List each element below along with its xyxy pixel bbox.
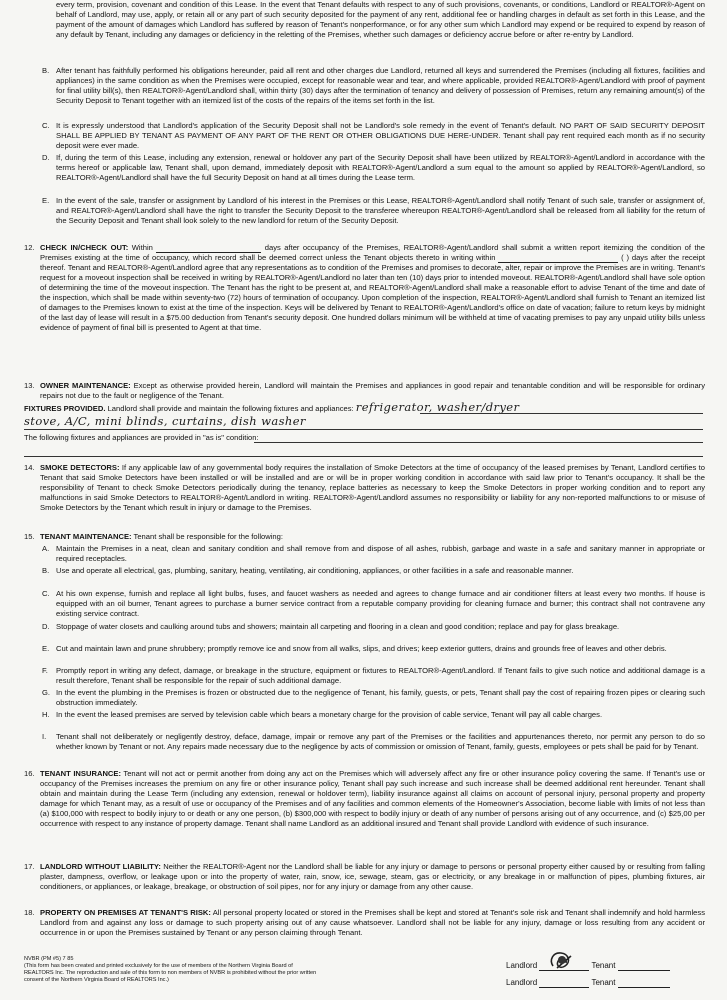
tenant-item-b: B. Use and operate all electrical, gas, plumbing, sanitary, heating, ventilating, air conditioning, appliances, or other facilities in a safe and reasonable manner. <box>42 566 574 575</box>
security-item-c: C. It is expressly understood that Landlord's application of the Security Deposit shall not be Landlord's sole remedy in the event of Tenant's default. NO PART OF SAID SECURITY DEPOSIT SHALL BE APPLIED BY TENANT AS PAYMENT OF ANY PART OF THE RENT OR OTHER OBLIGATIONS DUE HERE-UNDER. Tenant shall pay rent required each month as if no security deposit were ever made. <box>42 121 705 150</box>
fixtures-rule-2 <box>24 429 703 430</box>
landlord-initial-field-2[interactable] <box>539 979 589 988</box>
as-is-rule-2[interactable] <box>24 456 703 457</box>
objection-days-blank[interactable] <box>498 253 618 263</box>
security-item-d: D. If, during the term of this Lease, including any extension, renewal or holdover any part of the Security Deposit shall have been utilized by REALTOR®-Agent/Landlord in accordance with the terms hereof or applicable law, Tenant shall, upon demand, immediately deposit with REALTOR®-Agent/Landlord a sum equal to the amount so applied by REALTOR®-Agent/Landlord, so REALTOR®-Agent/Landlord shall have the full Security Deposit on hand at all times during the Lease term. <box>42 153 705 182</box>
fixtures-rule-1 <box>420 413 703 414</box>
form-id: NVBR (PM #5) 7 85 <box>24 956 74 962</box>
tenant-item-h: H. In the event the leased premises are served by television cable which bears a monetary charge for the provision of cable service, Tenant will pay all cable charges. <box>42 710 603 719</box>
handwritten-fixtures-1: refrigerator, washer/dryer <box>355 400 520 414</box>
section-landlord-without-liability: 17. LANDLORD WITHOUT LIABILITY: Neither the REALTOR®-Agent nor the Landlord shall be liable for any injury or damage to persons or personal property either caused by or resulting from falling plaster, dampness, overflow, or leakage upon or into the property of water, rain, snow, ice, sewage, steam, gas or electricity, or any breakage in or malfunction of pipes, plumbing fixtures, air conditioners, or appliances, or leakage, breakage, or obstruction of soil pipes, nor for any injury or damage from any other cause. <box>24 862 705 891</box>
section-smoke-detectors: 14. SMOKE DETECTORS: If any applicable law of any governmental body requires the installation of Smoke Detectors at the time of occupancy of the leased premises by Tenant, Landlord certifies to Tenant that said Smoke Detectors have been installed or will be installed and are or will be in proper working condition in accordance with said law prior to Tenant's occupancy. It shall be the responsibility of Tenant to check Smoke Detectors periodically during the tenancy, replace batteries as necessary to keep the Smoke Detectors in proper working condition and to report any malfunctions in said Smoke Detectors to REALTOR®-Agent/Landlord in writing. REALTOR®-Agent/Landlord assumes no responsibility or liability for any non-reported malfunctions to or misuse of Smoke Detectors by the Tenant which result in injury or damage to the Premises. <box>24 463 705 512</box>
tenant-item-g: G. In the event the plumbing in the Premises is frozen or obstructed due to the negligence of Tenant, his family, guests, or pets, Tenant shall pay the cost of repairing frozen pipes or clearing such obstruction immediately. <box>42 688 705 707</box>
form-footer <box>24 956 324 984</box>
tenant-item-a: A. Maintain the Premises in a neat, clean and sanitary condition and shall remove from and dispose of all ashes, rubbish, garbage and waste in a safe and sanitary manner in appropriate or required receptacles. <box>42 544 705 563</box>
security-item-b: B. After tenant has faithfully performed his obligations hereunder, paid all rent and other charges due Landlord, returned all keys and surrendered the Premises (including all fixtures, facilities and appliances) in the same condition as when the Premises were occupied, except for reasonable wear and tear, and where applicable, provided REALTOR®-Agent/Landlord with proof of payment for final utility bill(s), then REALTOR®-Agent/Landlord shall, within thirty (30) days after the termination of tenancy and delivery of possession of Premises, return any remaining amount(s) of the Security Deposit to Tenant together with an itemized list of the costs of the repairs of the items set forth in the list. <box>42 66 705 105</box>
security-deposit-continued: every term, provision, covenant and condition of this Lease. In the event that Tenant defaults with respect to any of such provisions, covenants, or conditions, Landlord or REALTOR®-Agent on behalf of Landlord, may use, apply, or retain all or any part of such security deposited for the payment of any rent, additional fee or handling charges in default as set forth in this Lease, and the payment of the amount of damages which Landlord has suffered by reason of Tenant's nonperformance, or for any other sum which Landlord may expend or be required to expend by reason of any default by Tenant, including any damages or deficiency in the reletting of the Premises, whether such damages or deficiency accrue before or after re-entry by Landlord. <box>56 0 705 39</box>
initials-scribble-icon <box>547 950 577 972</box>
section-tenant-insurance: 16. TENANT INSURANCE: Tenant will not act or permit another from doing any act on the Premises which will adversely affect any fire or other insurance policy covering the same. If Tenant's use or occupancy of the Premises increases the premium on any fire or other insurance policy, Tenant shall pay such increase and such increase shall be deemed additional rent hereunder. Tenant shall obtain and maintain during the Lease Term (including any extension, renewal or holdover term), liability insurance against all claims on account of personal injury, personal property and property damage for which Tenant may, as a result of use or occupancy of the Premises and of any facilities and common elements of the Homeowner's Association, become liable with limits of not less than (a) $100,000 with respect to bodily injury to or death or any one person, (b) $300,000 with respect to bodily injury or death of any number of persons arising out of any occurrence, and (c) $25,00 per occurrence with respect to any instance of property damage. Tenant shall name Landlord as an additional insured and Tenant shall provide Landlord with evidence of such insurance. <box>24 769 705 828</box>
tenant-item-e: E. Cut and maintain lawn and prune shrubbery; promptly remove ice and snow from all walks, slips, and drives; keep exterior gutters, drains and grounds free of leaves and other debris. <box>42 644 667 653</box>
tenant-item-f: F. Promptly report in writing any defect, damage, or breakage in the structure, equipment or fixtures to REALTOR®-Agent/Landlord. If Tenant fails to give such notice and additional damage is a result therefore, Tenant shall be responsible for the repair of such additional damage. <box>42 666 705 685</box>
initials-row-1: Landlord Tenant <box>506 961 670 971</box>
as-is-rule[interactable] <box>254 442 703 443</box>
fixtures-provided-line: FIXTURES PROVIDED. Landlord shall provide and maintain the following fixtures and appliances: refrigerator, washer/dryer <box>24 400 520 414</box>
tenant-item-i: I. Tenant shall not deliberately or negligently destroy, deface, damage, impair or remove any part of the Premises or the facilities and appurtenances thereto, nor permit any person to do so whether known by Tenant or not. Any repairs made necessary due to the negligence by acts of commission or omission of Tenant, family, guests, employees or pets shall be paid for by Tenant. <box>42 732 705 751</box>
tenant-item-d: D. Stoppage of water closets and caulking around tubs and showers; maintain all carpeting and flooring in a clean and good condition; replace and pay for glass breakage. <box>42 622 620 631</box>
fixtures-handwritten-line-2 <box>24 416 306 428</box>
copyright-notice: (This form has been created and printed exclusively for the use of members of the Northern Virginia Board of REALTORS Inc. The reproduction and sale of this form to non members of NVBR is prohibited without the prior written consent of the Northern Virginia Board of REALTORS Inc.) <box>24 963 317 983</box>
tenant-initial-field-1[interactable] <box>618 962 670 971</box>
landlord-initial-field-1[interactable] <box>539 962 589 971</box>
section-tenant-maintenance: 15. TENANT MAINTENANCE: Tenant shall be responsible for the following: <box>24 532 283 541</box>
check-in-days-blank[interactable] <box>156 243 261 253</box>
tenant-initial-field-2[interactable] <box>618 979 670 988</box>
section-owner-maintenance: 13. OWNER MAINTENANCE: Except as otherwise provided herein, Landlord will maintain the Premises and appliances in good repair and tenantable condition and will be responsible for ordinary repairs not due to the fault or negligence of the Tenant. <box>24 381 705 400</box>
tenant-item-c: C. At his own expense, furnish and replace all light bulbs, fuses, and faucet washers as needed and agrees to change furnace and air conditioner filters at least every two months. If house is equipped with an oil burner, Tenant agrees to purchase a burner service contract from a reputable company providing for cleaning furnace and burner; this contract shall not contravene any existing service contract. <box>42 589 705 618</box>
security-item-e: E. In the event of the sale, transfer or assignment by Landlord of his interest in the Premises or this Lease, REALTOR®-Agent/Landlord shall notify Tenant of such sale, transfer or assignment of, and REALTOR®-Agent/Landlord shall have the right to transfer the Security Deposit to the transferee whereupon REALTOR®-Agent/Landlord shall be released from all liability for the return of the Security Deposit and Tenant shall look solely to the new landlord for return of the Security Deposit. <box>42 196 705 225</box>
as-is-line: The following fixtures and appliances are provided in "as is" condition: <box>24 433 259 442</box>
section-check-in-out: 12. CHECK IN/CHECK OUT: Within days after occupancy of the Premises, REALTOR®-Agent/Landlord shall submit a written report itemizing the condition of the Premises existing at the time of occupancy, which record shall be deemed correct unless the Tenant objects thereto in writing within ( ) days after the receipt thereof. Tenant and REALTOR®-Agent/Landlord agree that any representations as to condition of the Premises and promises to decorate, alter, repair or improve the Premises are in writing. Tenant's request for a moveout inspection shall be received in writing by REALTOR®-Agent/Landlord no later than ten (10) days prior to intended moveout. REALTOR®-Agent/Landlord shall have sole option of determining the time of the moveout inspection. The Tenant has the right to be present at, and REALTOR®-Agent/Landlord shall make a reasonable effort to advise Tenant of the time and date of the inspection, which shall be made within seventy-two (72) hours of termination of occupancy. Upon completion of the inspection, REALTOR®-Agent/Landlord shall furnish to Tenant an itemized list of damages to the Premises known to exist at the time of the inspection. Keys will be delivered by Tenant to REALTOR®-Agent/Landlord's office on date of vacation; failure to return keys by midnight of the last day of lease will result in a $75.00 deduction from Tenant's security deposit. One hundred dollars minimum will be withheld at time of vacating premises to pay any unpaid utility bills unless evidence of payment of final bill is presented to Agent at that time. <box>24 243 706 332</box>
handwritten-fixtures-2: stove, A/C, mini blinds, curtains, dish washer <box>24 414 306 428</box>
section-property-at-tenant-risk: 18. PROPERTY ON PREMISES AT TENANT'S RISK: All personal property located or stored in the Premises shall be kept and stored at Tenant's sole risk and Tenant shall indemnify and hold harmless Landlord from and against any loss or damage to such property arising out of any cause whatsoever. Landlord shall not be liable for any injury, damage or loss resulting from any accident or occurrence in or upon the Premises sustained by Tenant or any person claiming through Tenant. <box>24 908 705 937</box>
initials-row-2: Landlord Tenant <box>506 978 670 988</box>
